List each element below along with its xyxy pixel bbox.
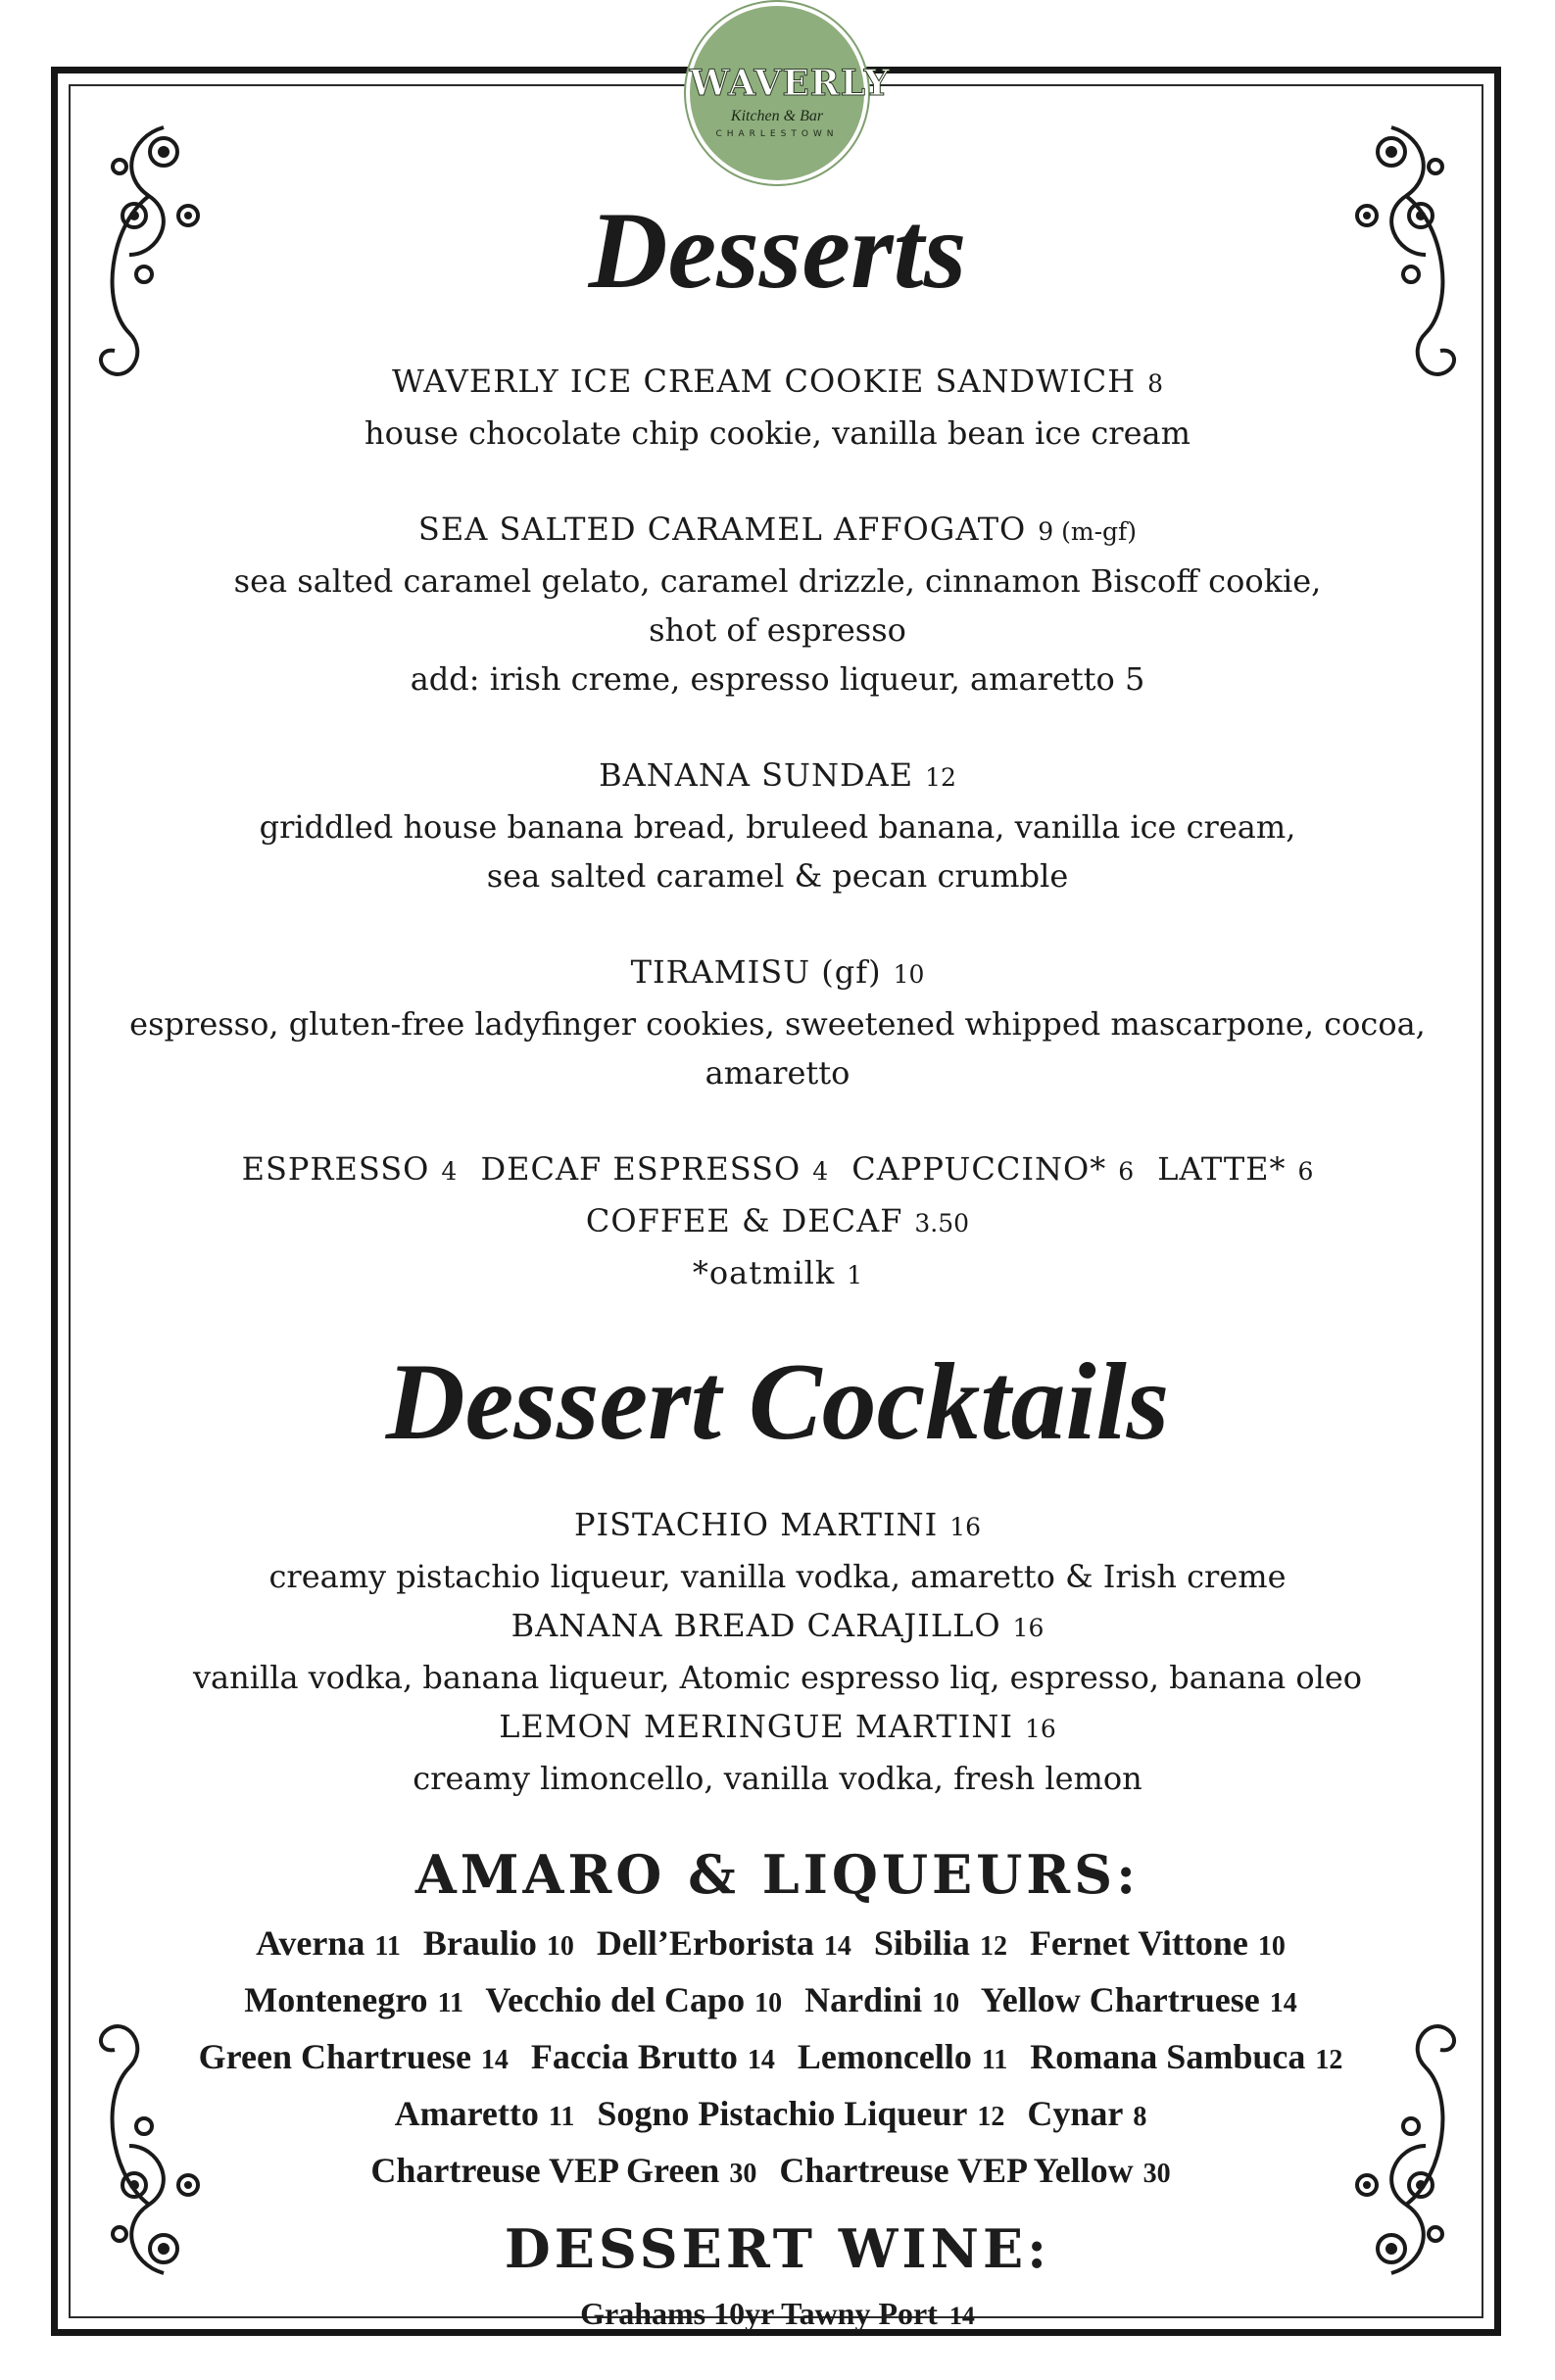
dessert-item bbox=[88, 751, 1467, 900]
dessert-price: 8 bbox=[1147, 369, 1164, 398]
logo-city: CHARLESTOWN bbox=[715, 129, 839, 139]
dessert-description: amaretto bbox=[705, 1054, 850, 1092]
cocktail-name: PISTACHIO MARTINI bbox=[573, 1506, 939, 1543]
dessert-wine-item bbox=[88, 2289, 1467, 2341]
amaro-list bbox=[88, 1917, 1467, 2201]
amaro-row bbox=[88, 1973, 1467, 2030]
amaro-row bbox=[88, 2144, 1467, 2201]
dessert-name: TIRAMISU (gf) bbox=[630, 953, 882, 991]
dessert-wine-heading: DESSERT WINE: bbox=[504, 2217, 1051, 2280]
coffee-name: ESPRESSO bbox=[241, 1150, 430, 1188]
desserts-heading: Desserts bbox=[588, 190, 967, 312]
amaro-name: Chartreuse VEP Yellow bbox=[779, 2151, 1134, 2190]
amaro-name: Nardini bbox=[804, 1980, 923, 2019]
amaro-price: 30 bbox=[1142, 2159, 1171, 2189]
amaro-name: Braulio bbox=[422, 1923, 537, 1963]
dessert-description: shot of espresso bbox=[649, 611, 906, 649]
dessert-description: espresso, gluten-free ladyfinger cookies, sweetened whipped mascarpone, cocoa, bbox=[129, 1005, 1426, 1043]
amaro-price: 10 bbox=[546, 1931, 574, 1962]
coffee-name: DECAF ESPRESSO bbox=[480, 1150, 802, 1188]
amaro-name: Dell’Erborista bbox=[596, 1923, 814, 1963]
wine-name: Grahams 10yr Tawny Port bbox=[580, 2296, 938, 2331]
dessert-name: WAVERLY ICE CREAM COOKIE SANDWICH bbox=[391, 363, 1137, 400]
coffee-price: 3.50 bbox=[914, 1209, 970, 1238]
amaro-name: Romana Sambuca bbox=[1030, 2037, 1306, 2076]
cocktail-item bbox=[88, 1500, 1467, 1601]
dessert-item bbox=[88, 505, 1467, 704]
logo-name: WAVERLY bbox=[690, 63, 891, 104]
dessert-item bbox=[88, 947, 1467, 1097]
amaro-row bbox=[88, 2087, 1467, 2144]
amaro-price: 12 bbox=[979, 1931, 1007, 1962]
coffee-section bbox=[88, 1144, 1467, 1300]
waverly-logo bbox=[686, 2, 891, 184]
dessert-price: 9 (m-gf) bbox=[1038, 517, 1138, 546]
dessert-price: 10 bbox=[893, 960, 925, 989]
dessert-item bbox=[88, 357, 1467, 458]
amaro-name: Amaretto bbox=[394, 2094, 539, 2133]
coffee-price: 4 bbox=[812, 1157, 829, 1186]
cocktail-name: LEMON MERINGUE MARTINI bbox=[499, 1708, 1013, 1745]
amaro-price: 14 bbox=[1269, 1988, 1297, 2018]
amaro-name: Faccia Brutto bbox=[530, 2037, 738, 2076]
cocktail-price: 16 bbox=[1012, 1614, 1045, 1642]
amaro-price: 11 bbox=[548, 2102, 575, 2132]
amaro-price: 11 bbox=[374, 1931, 401, 1962]
amaro-price: 10 bbox=[754, 1988, 783, 2018]
logo-subtitle: Kitchen & Bar bbox=[730, 108, 824, 124]
cocktail-name: BANANA BREAD CARAJILLO bbox=[510, 1607, 1001, 1644]
amaro-name: Chartreuse VEP Green bbox=[370, 2151, 720, 2190]
amaro-name: Vecchio del Capo bbox=[485, 1980, 746, 2019]
amaro-name: Yellow Chartruese bbox=[980, 1980, 1260, 2019]
amaro-name: Sibilia bbox=[873, 1923, 970, 1963]
amaro-price: 30 bbox=[729, 2159, 757, 2189]
amaro-price: 14 bbox=[480, 2045, 509, 2075]
cocktail-description: creamy limoncello, vanilla vodka, fresh lemon bbox=[413, 1760, 1142, 1797]
menu-content bbox=[88, 186, 1467, 2341]
dessert-name: SEA SALTED CARAMEL AFFOGATO bbox=[417, 510, 1027, 548]
coffee-name: CAPPUCCINO* bbox=[851, 1150, 1107, 1188]
coffee-price: 6 bbox=[1118, 1157, 1135, 1186]
oatmilk-price: 1 bbox=[847, 1261, 863, 1289]
amaro-price: 10 bbox=[1257, 1931, 1286, 1962]
cocktails-list bbox=[88, 1500, 1467, 1803]
dessert-description: sea salted caramel & pecan crumble bbox=[486, 857, 1069, 895]
coffee-price: 6 bbox=[1297, 1157, 1314, 1186]
amaro-price: 10 bbox=[932, 1988, 960, 2018]
amaro-name: Green Chartruese bbox=[198, 2037, 471, 2076]
amaro-price: 11 bbox=[981, 2045, 1008, 2075]
amaro-price: 12 bbox=[977, 2102, 1005, 2132]
wine-price: 14 bbox=[948, 2302, 975, 2330]
amaro-price: 8 bbox=[1133, 2102, 1147, 2132]
amaro-name: Fernet Vittone bbox=[1029, 1923, 1248, 1963]
amaro-name: Montenegro bbox=[244, 1980, 428, 2019]
dessert-name: BANANA SUNDAE bbox=[599, 756, 914, 794]
cocktail-price: 16 bbox=[1024, 1715, 1056, 1743]
amaro-price: 11 bbox=[437, 1988, 464, 2018]
cocktail-description: creamy pistachio liqueur, vanilla vodka, amaretto & Irish creme bbox=[268, 1558, 1287, 1595]
cocktail-item bbox=[88, 1601, 1467, 1702]
oatmilk-note: *oatmilk bbox=[692, 1254, 836, 1291]
amaro-name: Cynar bbox=[1027, 2094, 1124, 2133]
coffee-name: LATTE* bbox=[1157, 1150, 1287, 1188]
amaro-heading: AMARO & LIQUEURS: bbox=[414, 1843, 1141, 1906]
amaro-price: 12 bbox=[1315, 2045, 1343, 2075]
dessert-description: griddled house banana bread, bruleed banana, vanilla ice cream, bbox=[259, 808, 1296, 846]
coffee-price: 4 bbox=[441, 1157, 458, 1186]
amaro-row bbox=[88, 1917, 1467, 1973]
amaro-name: Averna bbox=[256, 1923, 365, 1963]
cocktails-heading: Dessert Cocktails bbox=[385, 1341, 1170, 1463]
dessert-addon: add: irish creme, espresso liqueur, amaretto 5 bbox=[410, 660, 1145, 698]
cocktail-description: vanilla vodka, banana liqueur, Atomic espresso liq, espresso, banana oleo bbox=[192, 1659, 1363, 1696]
coffee-name: COFFEE & DECAF bbox=[585, 1202, 903, 1239]
amaro-name: Sogno Pistachio Liqueur bbox=[597, 2094, 968, 2133]
cocktail-price: 16 bbox=[949, 1513, 982, 1541]
dessert-price: 12 bbox=[925, 763, 956, 792]
amaro-row bbox=[88, 2030, 1467, 2087]
dessert-description: sea salted caramel gelato, caramel drizzle, cinnamon Biscoff cookie, bbox=[233, 562, 1322, 600]
cocktail-item bbox=[88, 1702, 1467, 1803]
amaro-name: Lemoncello bbox=[797, 2037, 972, 2076]
amaro-price: 14 bbox=[823, 1931, 851, 1962]
dessert-description: house chocolate chip cookie, vanilla bean ice cream bbox=[364, 414, 1191, 452]
amaro-price: 14 bbox=[747, 2045, 775, 2075]
